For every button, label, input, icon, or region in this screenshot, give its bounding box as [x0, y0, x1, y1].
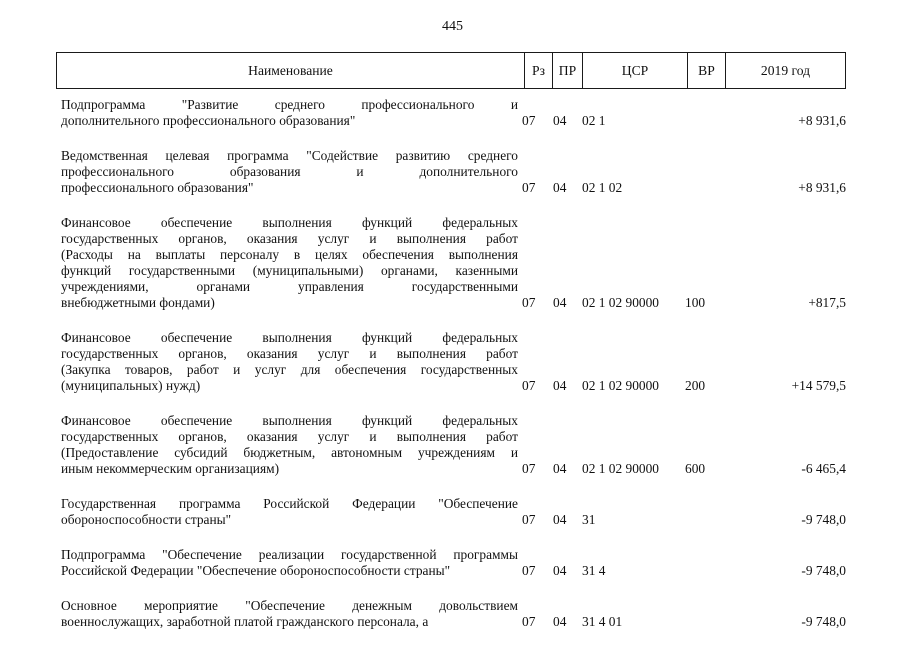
- row-name-line: Финансовое обеспечение выполнения функций федеральных: [61, 413, 518, 428]
- row-name: [61, 330, 518, 394]
- row-name-line: (Расходы на выплаты персоналу в целях обеспечения выполнения: [61, 247, 518, 262]
- table-header: [56, 52, 846, 89]
- row-name-line: внебюджетными фондами): [61, 295, 215, 310]
- row-name-line: Основное мероприятие "Обеспечение денежным довольствием: [61, 598, 518, 613]
- table-row: [0, 598, 905, 630]
- cell-pr: 04: [553, 180, 567, 195]
- row-name-line: профессионального образования и дополнительного: [61, 164, 518, 179]
- table-row: [0, 97, 905, 129]
- cell-csr: 02 1 02 90000: [582, 461, 659, 476]
- cell-vr: 600: [685, 461, 706, 476]
- cell-rz: 07: [522, 378, 536, 393]
- cell-csr: 02 1 02: [582, 180, 623, 195]
- page-number: 445: [442, 19, 463, 34]
- table-row: [0, 215, 905, 311]
- table-body: [0, 97, 905, 649]
- column-header-pr: ПР: [553, 53, 583, 88]
- row-name: [61, 547, 518, 579]
- row-name-line: (муниципальных) нужд): [61, 378, 201, 393]
- column-header-year: 2019 год: [760, 62, 811, 78]
- row-name: [61, 413, 518, 477]
- cell-rz: 07: [522, 113, 536, 128]
- cell-csr: 31 4 01: [582, 614, 623, 629]
- cell-amount: +817,5: [808, 295, 846, 310]
- row-name-line: государственных органов, оказания услуг и выполнения работ: [61, 231, 518, 246]
- cell-rz: 07: [522, 563, 536, 578]
- cell-pr: 04: [553, 614, 567, 629]
- row-name-line: Ведомственная целевая программа "Содействие развитию среднего: [61, 148, 518, 163]
- cell-amount: -9 748,0: [801, 563, 846, 578]
- cell-amount: -9 748,0: [801, 614, 846, 629]
- row-name-line: государственных органов, оказания услуг и выполнения работ: [61, 346, 518, 361]
- column-header-name: Наименование: [57, 53, 525, 88]
- row-name-line: (Закупка товаров, работ и услуг для обеспечения государственных: [61, 362, 518, 377]
- row-name-line: дополнительного профессионального образования": [61, 113, 356, 128]
- row-name-line: профессионального образования": [61, 180, 254, 195]
- cell-pr: 04: [553, 295, 567, 310]
- row-name-line: Подпрограмма "Обеспечение реализации государственной программы: [61, 547, 518, 562]
- cell-vr: 200: [685, 378, 706, 393]
- cell-amount: +8 931,6: [798, 113, 846, 128]
- table-row: [0, 413, 905, 477]
- table-row: [0, 496, 905, 528]
- row-name: [61, 598, 518, 630]
- cell-csr: 02 1 02 90000: [582, 378, 659, 393]
- row-name-line: обороноспособности страны": [61, 512, 232, 527]
- cell-amount: +8 931,6: [798, 180, 846, 195]
- cell-pr: 04: [553, 378, 567, 393]
- row-name: [61, 215, 518, 311]
- row-name: [61, 97, 518, 129]
- row-name: [61, 148, 518, 196]
- cell-amount: -6 465,4: [801, 461, 846, 476]
- cell-csr: 31: [582, 512, 596, 527]
- table-row: [0, 330, 905, 394]
- row-name-line: функций государственными (муниципальными) органами, казенными: [61, 263, 518, 278]
- row-name-line: учреждениями, органами управления государственными: [61, 279, 518, 294]
- cell-amount: -9 748,0: [801, 512, 846, 527]
- row-name-line: Подпрограмма "Развитие среднего профессионального и: [61, 97, 518, 112]
- cell-pr: 04: [553, 512, 567, 527]
- cell-vr: 100: [685, 295, 706, 310]
- column-header-csr: ЦСР: [583, 53, 688, 88]
- row-name-line: Российской Федерации "Обеспечение обороноспособности страны": [61, 563, 451, 578]
- cell-csr: 02 1 02 90000: [582, 295, 659, 310]
- column-header-rz: Рз: [525, 53, 553, 88]
- row-name-line: государственных органов, оказания услуг и выполнения работ: [61, 429, 518, 444]
- cell-pr: 04: [553, 461, 567, 476]
- cell-rz: 07: [522, 180, 536, 195]
- table-row: [0, 547, 905, 579]
- row-name: [61, 496, 518, 528]
- row-name-line: Финансовое обеспечение выполнения функций федеральных: [61, 215, 518, 230]
- cell-amount: +14 579,5: [791, 378, 846, 393]
- cell-rz: 07: [522, 614, 536, 629]
- row-name-line: Финансовое обеспечение выполнения функций федеральных: [61, 330, 518, 345]
- row-name-line: иным некоммерческим организациям): [61, 461, 280, 476]
- cell-pr: 04: [553, 113, 567, 128]
- cell-rz: 07: [522, 295, 536, 310]
- cell-csr: 31 4: [582, 563, 606, 578]
- cell-rz: 07: [522, 512, 536, 527]
- cell-rz: 07: [522, 461, 536, 476]
- cell-csr: 02 1: [582, 113, 606, 128]
- row-name-line: военнослужащих, заработной платой гражданского персонала, а: [61, 614, 429, 629]
- table-row: [0, 148, 905, 196]
- column-header-vr: ВР: [688, 53, 726, 88]
- row-name-line: (Предоставление субсидий бюджетным, автономным учреждениям и: [61, 445, 518, 460]
- cell-pr: 04: [553, 563, 567, 578]
- row-name-line: Государственная программа Российской Федерации "Обеспечение: [61, 496, 518, 511]
